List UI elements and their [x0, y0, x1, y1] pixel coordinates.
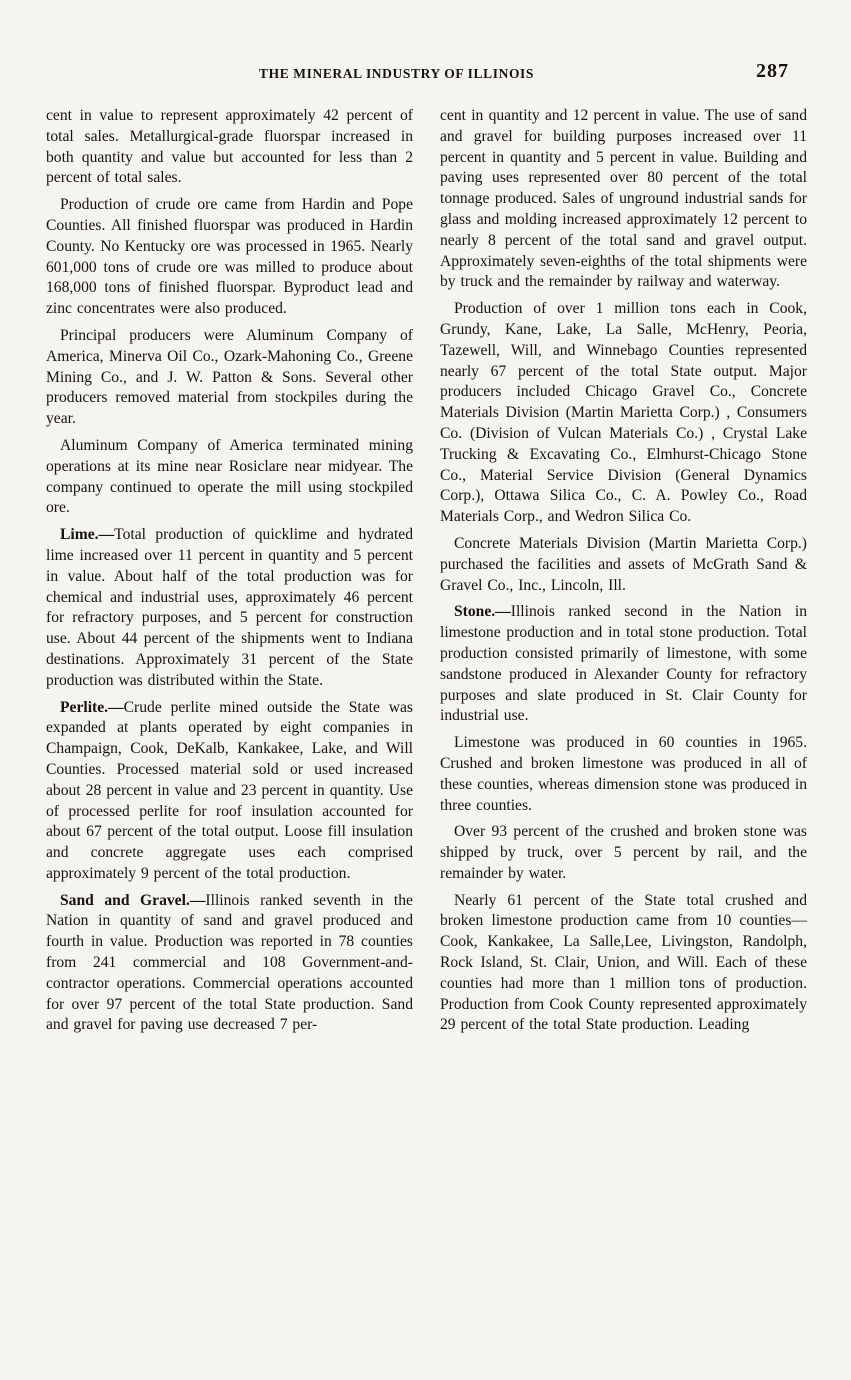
- paragraph-lead: Sand and Gravel.—: [60, 891, 206, 909]
- paragraph: [46, 698, 413, 885]
- paragraph: [46, 106, 413, 189]
- paragraph: [46, 525, 413, 691]
- paragraph-text: Production of over 1 million tons each in Cook, Grundy, Kane, Lake, La Salle, McHenry, Peoria, Tazewell, Will, and Winnebago Counties represented nearly 67 percent of the total State output. Major producers included Chicago Gravel Co., Concrete Materials Division (Martin Marietta Corp.) , Consumers Co. (Division of Vulcan Materials Co.) , Crystal Lake Trucking & Excavating Co., Elmhurst-Chicago Stone Co., Material Service Division (General Dynamics Corp.), Ottawa Silica Co., C. A. Powley Co., Road Materials Corp., and Wedron Silica Co.: [440, 300, 807, 526]
- paragraph-text: Production of crude ore came from Hardin and Pope Counties. All finished fluorspar was produced in Hardin County. No Kentucky ore was processed in 1965. Nearly 601,000 tons of crude ore was milled to produce about 168,000 tons of finished fluorspar. Byproduct lead and zinc concentrates were also produced.: [46, 196, 413, 318]
- paragraph-text: cent in value to represent approximately 42 percent of total sales. Metallurgical-grade fluorspar increased in both quantity and value but accounted for less than 2 percent of total sales.: [46, 107, 413, 187]
- paragraph-text: Illinois ranked second in the Nation in limestone production and in total stone production. Total production consisted primarily of limestone, with some sandstone produced in Alexander County for refractory purposes and slate produced in St. Clair County for industrial use.: [440, 603, 807, 725]
- left-column: [46, 106, 413, 1042]
- paragraph-lead: Perlite.—: [60, 698, 124, 716]
- paragraph: [46, 891, 413, 1037]
- page-number: 287: [756, 60, 789, 82]
- paragraph: [46, 436, 413, 519]
- paragraph: [440, 733, 807, 816]
- paragraph-text: Crude perlite mined outside the State was expanded at plants operated by eight companies in Champaign, Cook, DeKalb, Kankakee, Lake, and Will Counties. Processed material sold or used increased about 28 percent in value and 23 percent in quantity. Use of processed perlite for roof insulation accounted for about 67 percent of the total output. Loose fill insulation and concrete aggregate uses each comprised approximately 9 percent of the total production.: [46, 698, 413, 882]
- right-column: [440, 106, 807, 1042]
- paragraph-text: Over 93 percent of the crushed and broken stone was shipped by truck, over 5 percent by rail, and the remainder by water.: [440, 823, 807, 882]
- paragraph-lead: Lime.—: [60, 526, 115, 544]
- paragraph: [440, 106, 807, 293]
- text-columns: [46, 106, 807, 1042]
- paragraph-text: cent in quantity and 12 percent in value. The use of sand and gravel for building purposes increased over 11 percent in quantity and 5 percent in value. Building and paving uses represented over 80 percent of the total tonnage produced. Sales of unground industrial sands for glass and molding increased approximately 12 percent to nearly 8 percent of the total sand and gravel output. Approximately seven-eighths of the total shipments were by truck and the remainder by railway and waterway.: [440, 107, 807, 291]
- paragraph: [440, 602, 807, 727]
- paragraph-text: Principal producers were Aluminum Company of America, Minerva Oil Co., Ozark-Mahoning Co., Greene Mining Co., and J. W. Patton & Sons. Several other producers removed material from stockpiles during the year.: [46, 326, 413, 428]
- paragraph: [440, 299, 807, 528]
- paragraph-lead: Stone.—: [454, 603, 511, 621]
- paragraph-text: Illinois ranked seventh in the Nation in quantity of sand and gravel produced and fourth in value. Production was reported in 78 counties from 241 commercial and 108 Government-and-contractor operations. Commercial operations accounted for over 97 percent of the total State production. Sand and gravel for paving use decreased 7 per-: [46, 891, 413, 1034]
- paragraph-text: Concrete Materials Division (Martin Marietta Corp.) purchased the facilities and assets of McGrath Sand & Gravel Co., Inc., Lincoln, Ill.: [440, 534, 807, 594]
- paragraph-text: Limestone was produced in 60 counties in 1965. Crushed and broken limestone was produced in all of these counties, whereas dimension stone was produced in three counties.: [440, 734, 807, 814]
- paragraph: [440, 891, 807, 1037]
- paragraph: [440, 534, 807, 596]
- paragraph: [440, 822, 807, 884]
- paragraph-text: Nearly 61 percent of the State total crushed and broken limestone production came from 10 counties—Cook, Kankakee, La Salle,Lee, Livingston, Randolph, Rock Island, St. Clair, Union, and Will. Each of these counties had more than 1 million tons of production. Production from Cook County represented approximately 29 percent of the total State production. Leading: [440, 891, 807, 1034]
- paragraph: [46, 195, 413, 320]
- paragraph-text: Aluminum Company of America terminated mining operations at its mine near Rosiclare near midyear. The company continued to operate the mill using stockpiled ore.: [46, 436, 413, 517]
- paragraph: [46, 326, 413, 430]
- paragraph-text: Total production of quicklime and hydrated lime increased over 11 percent in quantity and 5 percent in value. About half of the total production was for chemical and industrial uses, approximately 46 percent for refractory purposes, and 5 percent for construction use. About 44 percent of the shipments went to Indiana destinations. Approximately 31 percent of the State production was distributed within the State.: [46, 526, 413, 689]
- page-header: [46, 60, 807, 88]
- running-title: THE MINERAL INDUSTRY OF ILLINOIS: [258, 66, 535, 81]
